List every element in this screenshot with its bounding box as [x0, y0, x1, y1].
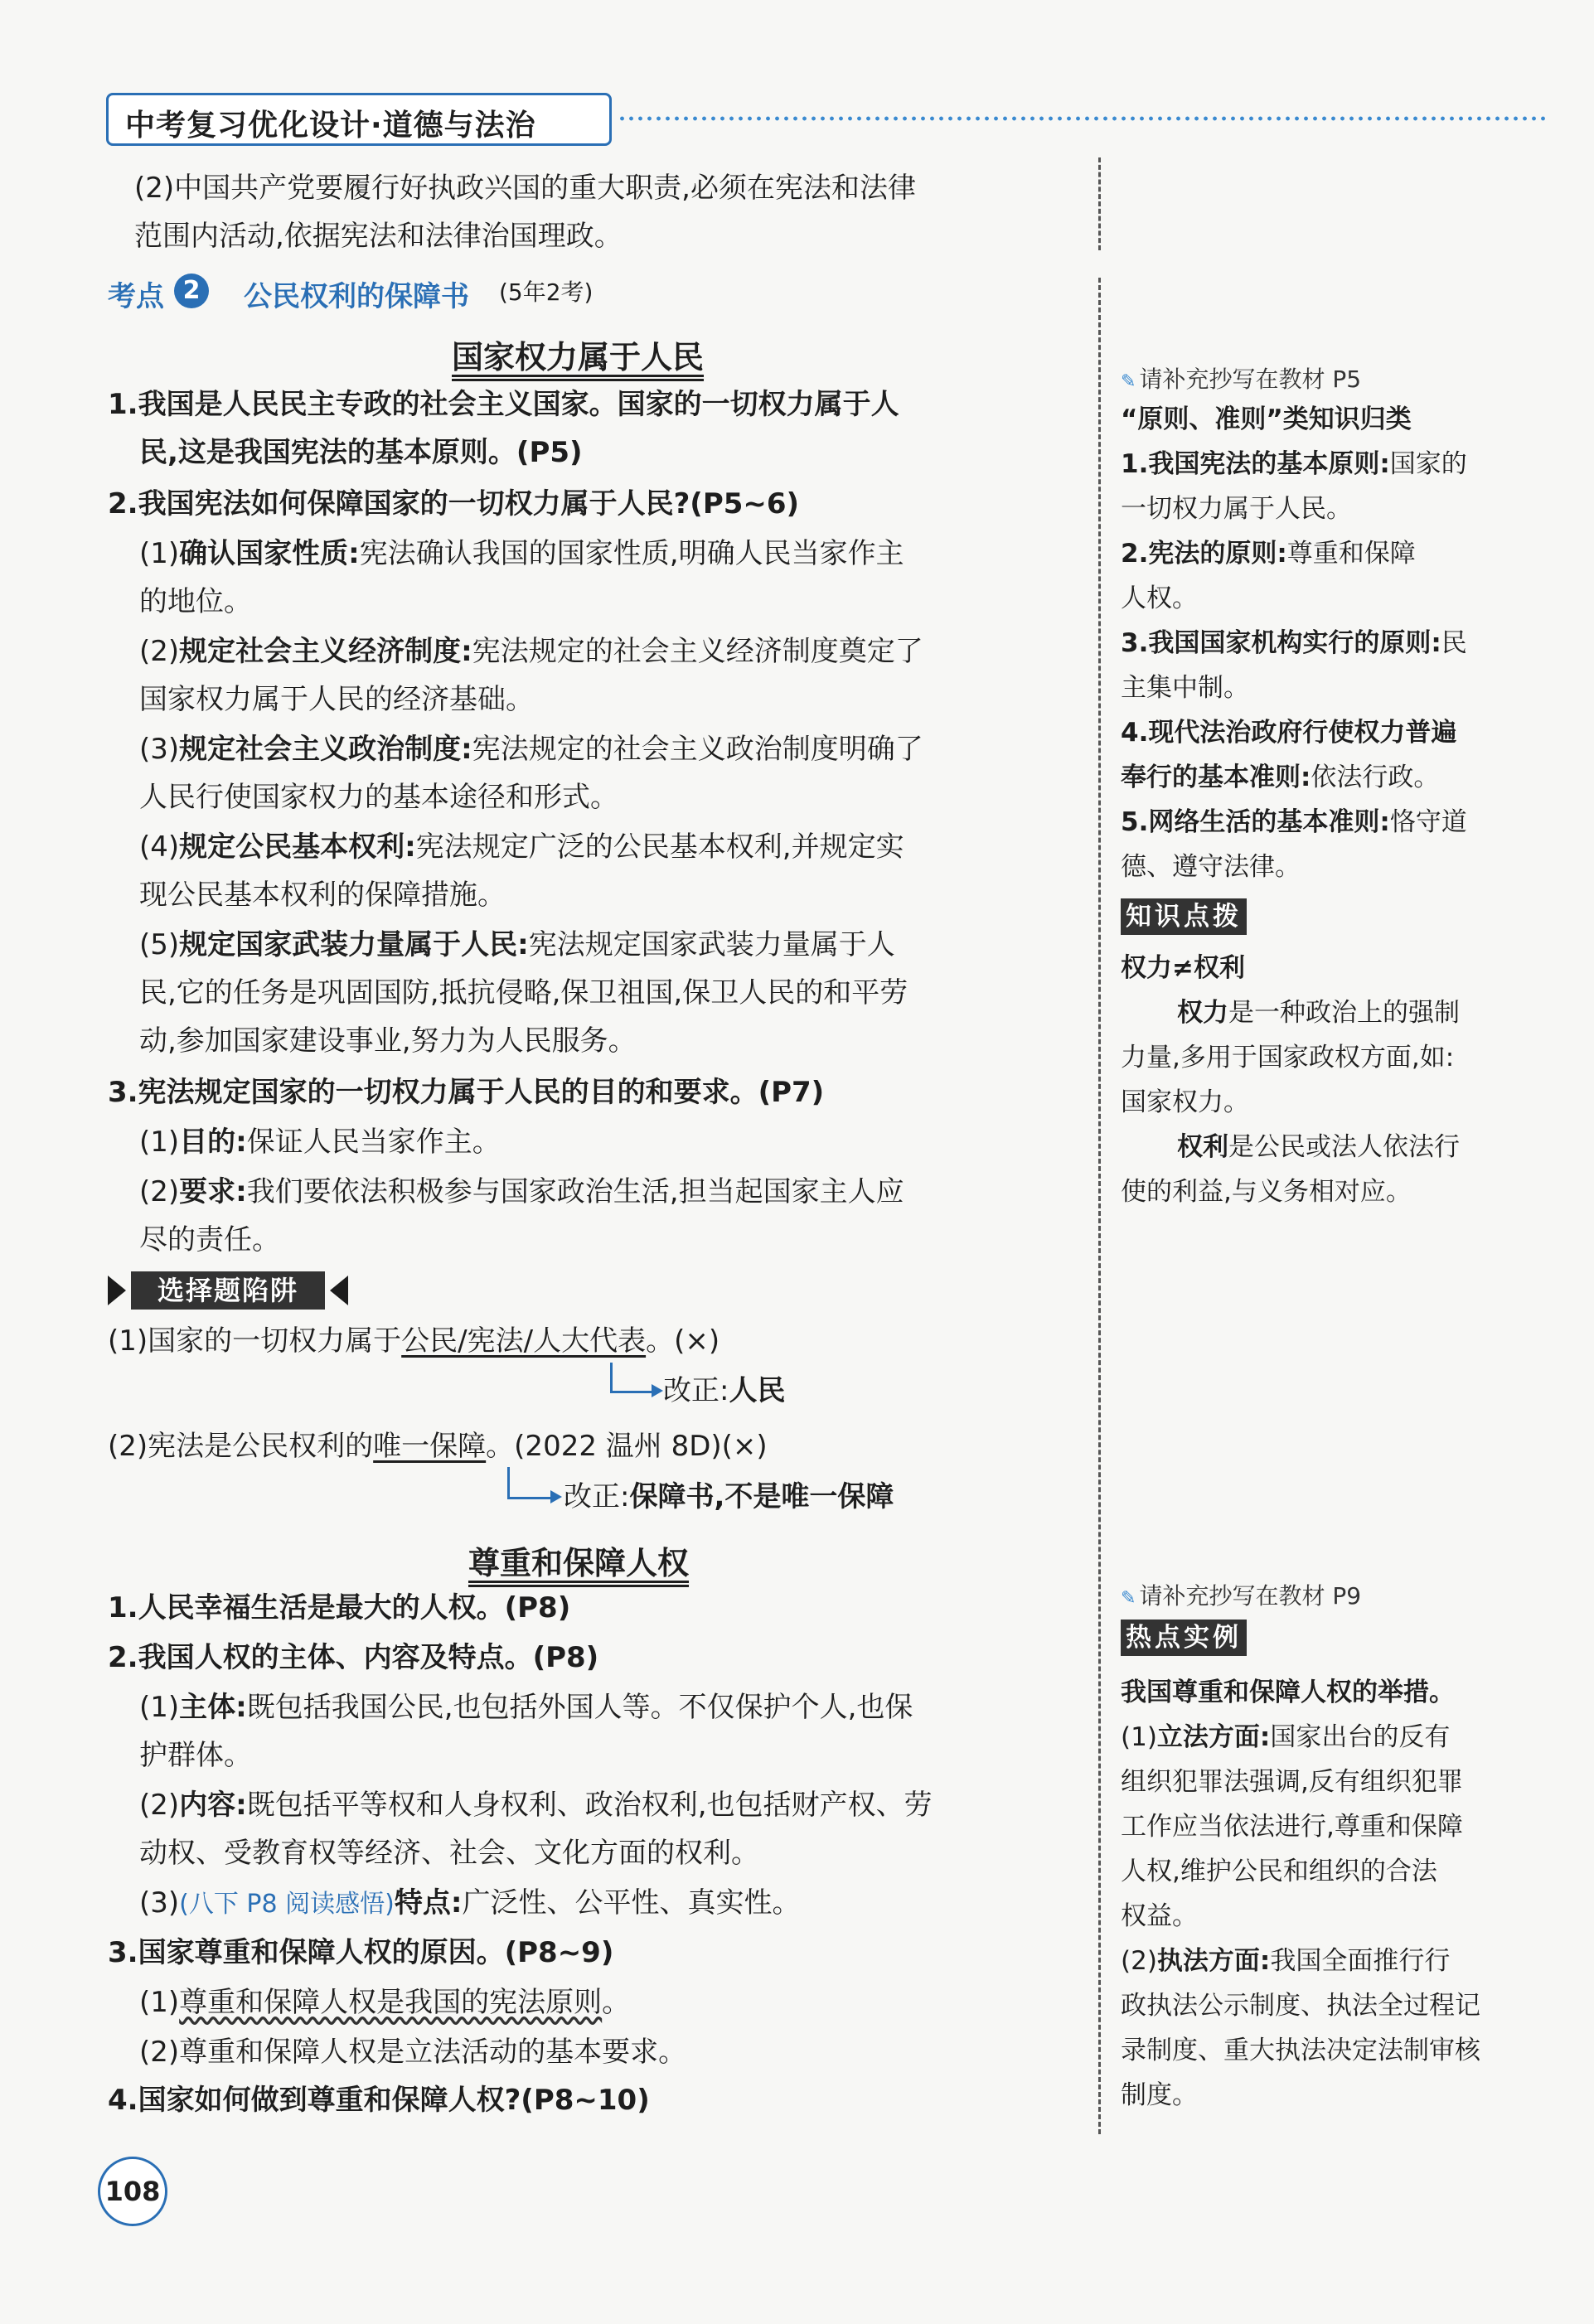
intro-line: (2)中国共产党要履行好执政兴国的重大职责,必须在宪法和法律	[134, 172, 916, 205]
pen-icon: ✎	[1121, 1588, 1136, 1609]
sidebar-line: 一切权力属于人民。	[1121, 494, 1352, 524]
point-line: 1.我国是人民民主专政的社会主义国家。国家的一切权力属于人	[108, 388, 899, 421]
triangle-right-icon	[108, 1276, 126, 1305]
sidebar-line: (1)立法方面:国家出台的反有	[1121, 1722, 1451, 1752]
sub-item-line: 人民行使国家权力的基本途径和形式。	[139, 781, 618, 814]
kaodian-number: 2	[174, 274, 209, 308]
sidebar-line: 录制度、重大执法决定法制审核	[1121, 2036, 1480, 2065]
page-number: 108	[98, 2157, 167, 2226]
header-title: 中考复习优化设计·道德与法治	[125, 109, 536, 143]
trap-item: (1)国家的一切权力属于公民/宪法/人大代表。(×)	[108, 1324, 720, 1358]
sub-item-line: 的地位。	[139, 585, 252, 618]
sub-item-line: 民,它的任务是巩固国防,抵抗侵略,保卫祖国,保卫人民的和平劳	[139, 976, 908, 1009]
triangle-left-icon	[330, 1276, 348, 1305]
sidebar-line: 2.宪法的原则:尊重和保障	[1121, 539, 1416, 569]
point-line: 4.国家如何做到尊重和保障人权?(P8~10)	[108, 2084, 650, 2117]
sidebar-note: ✎ 请补充抄写在教材 P9	[1121, 1582, 1362, 1610]
correction-arrow	[507, 1467, 553, 1499]
point-line: 2.我国宪法如何保障国家的一切权力属于人民?(P5~6)	[108, 487, 800, 520]
sidebar-note: ✎ 请补充抄写在教材 P5	[1121, 366, 1362, 393]
sidebar-line: 工作应当依法进行,尊重和保障	[1121, 1812, 1463, 1842]
sub-item: (2)尊重和保障人权是立法活动的基本要求。	[139, 2036, 687, 2069]
point-line: 3.宪法规定国家的一切权力属于人民的目的和要求。(P7)	[108, 1076, 825, 1109]
sidebar-line: 权力是一种政治上的强制	[1177, 998, 1460, 1028]
sidebar-line: 使的利益,与义务相对应。	[1121, 1177, 1412, 1207]
sub-item: (4)规定公民基本权利:宪法规定广泛的公民基本权利,并规定实	[139, 830, 904, 864]
sub-item: (3)(八下 P8 阅读感悟)特点:广泛性、公平性、真实性。	[139, 1886, 801, 1920]
kaodian-label: 考点	[108, 280, 164, 313]
sub-item-line: 国家权力属于人民的经济基础。	[139, 683, 534, 716]
sidebar-line: 制度。	[1121, 2080, 1198, 2110]
sub-item: (5)规定国家武装力量属于人民:宪法规定国家武装力量属于人	[139, 928, 895, 961]
sub-item: (2)规定社会主义经济制度:宪法规定的社会主义经济制度奠定了	[139, 635, 923, 668]
header-dotted-rule	[618, 116, 1546, 121]
sidebar-line: 权益。	[1121, 1901, 1198, 1931]
sub-item-line: 动,参加国家建设事业,努力为人民服务。	[139, 1024, 637, 1058]
sidebar-heading: 权力≠权利	[1121, 953, 1245, 983]
sidebar-line: 德、遵守法律。	[1121, 852, 1301, 882]
textbook-reference: (八下 P8 阅读感悟)	[179, 1890, 395, 1919]
sidebar-line: 1.我国宪法的基本原则:国家的	[1121, 449, 1467, 479]
trap-item: (2)宪法是公民权利的唯一保障。(2022 温州 8D)(×)	[108, 1430, 768, 1463]
sidebar-heading: “原则、准则”类知识归类	[1121, 404, 1412, 434]
sub-item-line: 尽的责任。	[139, 1223, 280, 1256]
trap-banner	[108, 1270, 348, 1311]
correction-arrow	[610, 1363, 654, 1393]
sidebar-line: 人权,维护公民和组织的合法	[1121, 1857, 1437, 1886]
point-line: 3.国家尊重和保障人权的原因。(P8~9)	[108, 1936, 614, 1969]
sidebar-line: 人权。	[1121, 583, 1198, 613]
sub-item: (1)尊重和保障人权是我国的宪法原则。	[139, 1986, 631, 2019]
sidebar-line: 5.网络生活的基本准则:恪守道	[1121, 807, 1467, 837]
sub-item-line: 现公民基本权利的保障措施。	[139, 879, 506, 912]
sub-item-line: 护群体。	[139, 1739, 252, 1772]
sidebar-line: (2)执法方面:我国全面推行行	[1121, 1946, 1451, 1976]
sidebar-line: 奉行的基本准则:依法行政。	[1121, 763, 1440, 792]
sidebar-line: 权利是公民或法人依法行	[1177, 1132, 1460, 1162]
sidebar-heading: 我国尊重和保障人权的举措。	[1121, 1678, 1455, 1707]
sidebar-line: 4.现代法治政府行使权力普遍	[1121, 718, 1457, 748]
pen-icon: ✎	[1121, 371, 1136, 392]
header-box	[106, 93, 612, 146]
kaodian-title: 公民权利的保障书	[244, 280, 469, 313]
sub-item: (1)确认国家性质:宪法确认我国的国家性质,明确人民当家作主	[139, 537, 904, 570]
sidebar-line: 主集中制。	[1121, 673, 1249, 703]
column-divider-lower	[1098, 278, 1101, 2134]
sidebar-tag: 知识点拨	[1121, 898, 1247, 935]
kaodian-frequency: (5年2考)	[499, 278, 594, 306]
trap-correction: 改正:人民	[663, 1374, 786, 1407]
sub-item: (2)内容:既包括平等权和人身权利、政治权利,也包括财产权、劳	[139, 1789, 933, 1822]
sub-item: (2)要求:我们要依法积极参与国家政治生活,担当起国家主人应	[139, 1175, 904, 1208]
arrow-head-icon	[550, 1490, 562, 1503]
point-line: 1.人民幸福生活是最大的人权。(P8)	[108, 1591, 571, 1624]
sidebar-tag: 热点实例	[1121, 1620, 1247, 1656]
sub-item: (1)主体:既包括我国公民,也包括外国人等。不仅保护个人,也保	[139, 1691, 913, 1724]
sidebar-line: 力量,多用于国家政权方面,如:	[1121, 1043, 1455, 1072]
arrow-head-icon	[652, 1384, 663, 1397]
trap-correction: 改正:保障书,不是唯一保障	[564, 1480, 894, 1513]
point-line: 民,这是我国宪法的基本原则。(P5)	[139, 436, 583, 469]
trap-label: 选择题陷阱	[131, 1271, 325, 1310]
sidebar-line: 3.我国国家机构实行的原则:民	[1121, 628, 1467, 658]
section-title: 国家权力属于人民	[452, 339, 705, 375]
sub-item: (3)规定社会主义政治制度:宪法规定的社会主义政治制度明确了	[139, 733, 923, 766]
sidebar-line: 国家权力。	[1121, 1087, 1249, 1117]
sub-item: (1)目的:保证人民当家作主。	[139, 1126, 501, 1159]
section-title: 尊重和保障人权	[468, 1545, 690, 1581]
intro-line: 范围内活动,依据宪法和法律治国理政。	[134, 220, 623, 253]
column-divider-upper	[1098, 157, 1101, 250]
sub-item-line: 动权、受教育权等经济、社会、文化方面的权利。	[139, 1837, 759, 1870]
point-line: 2.我国人权的主体、内容及特点。(P8)	[108, 1641, 599, 1674]
sidebar-line: 组织犯罪法强调,反有组织犯罪	[1121, 1767, 1463, 1797]
sidebar-line: 政执法公示制度、执法全过程记	[1121, 1991, 1480, 2021]
